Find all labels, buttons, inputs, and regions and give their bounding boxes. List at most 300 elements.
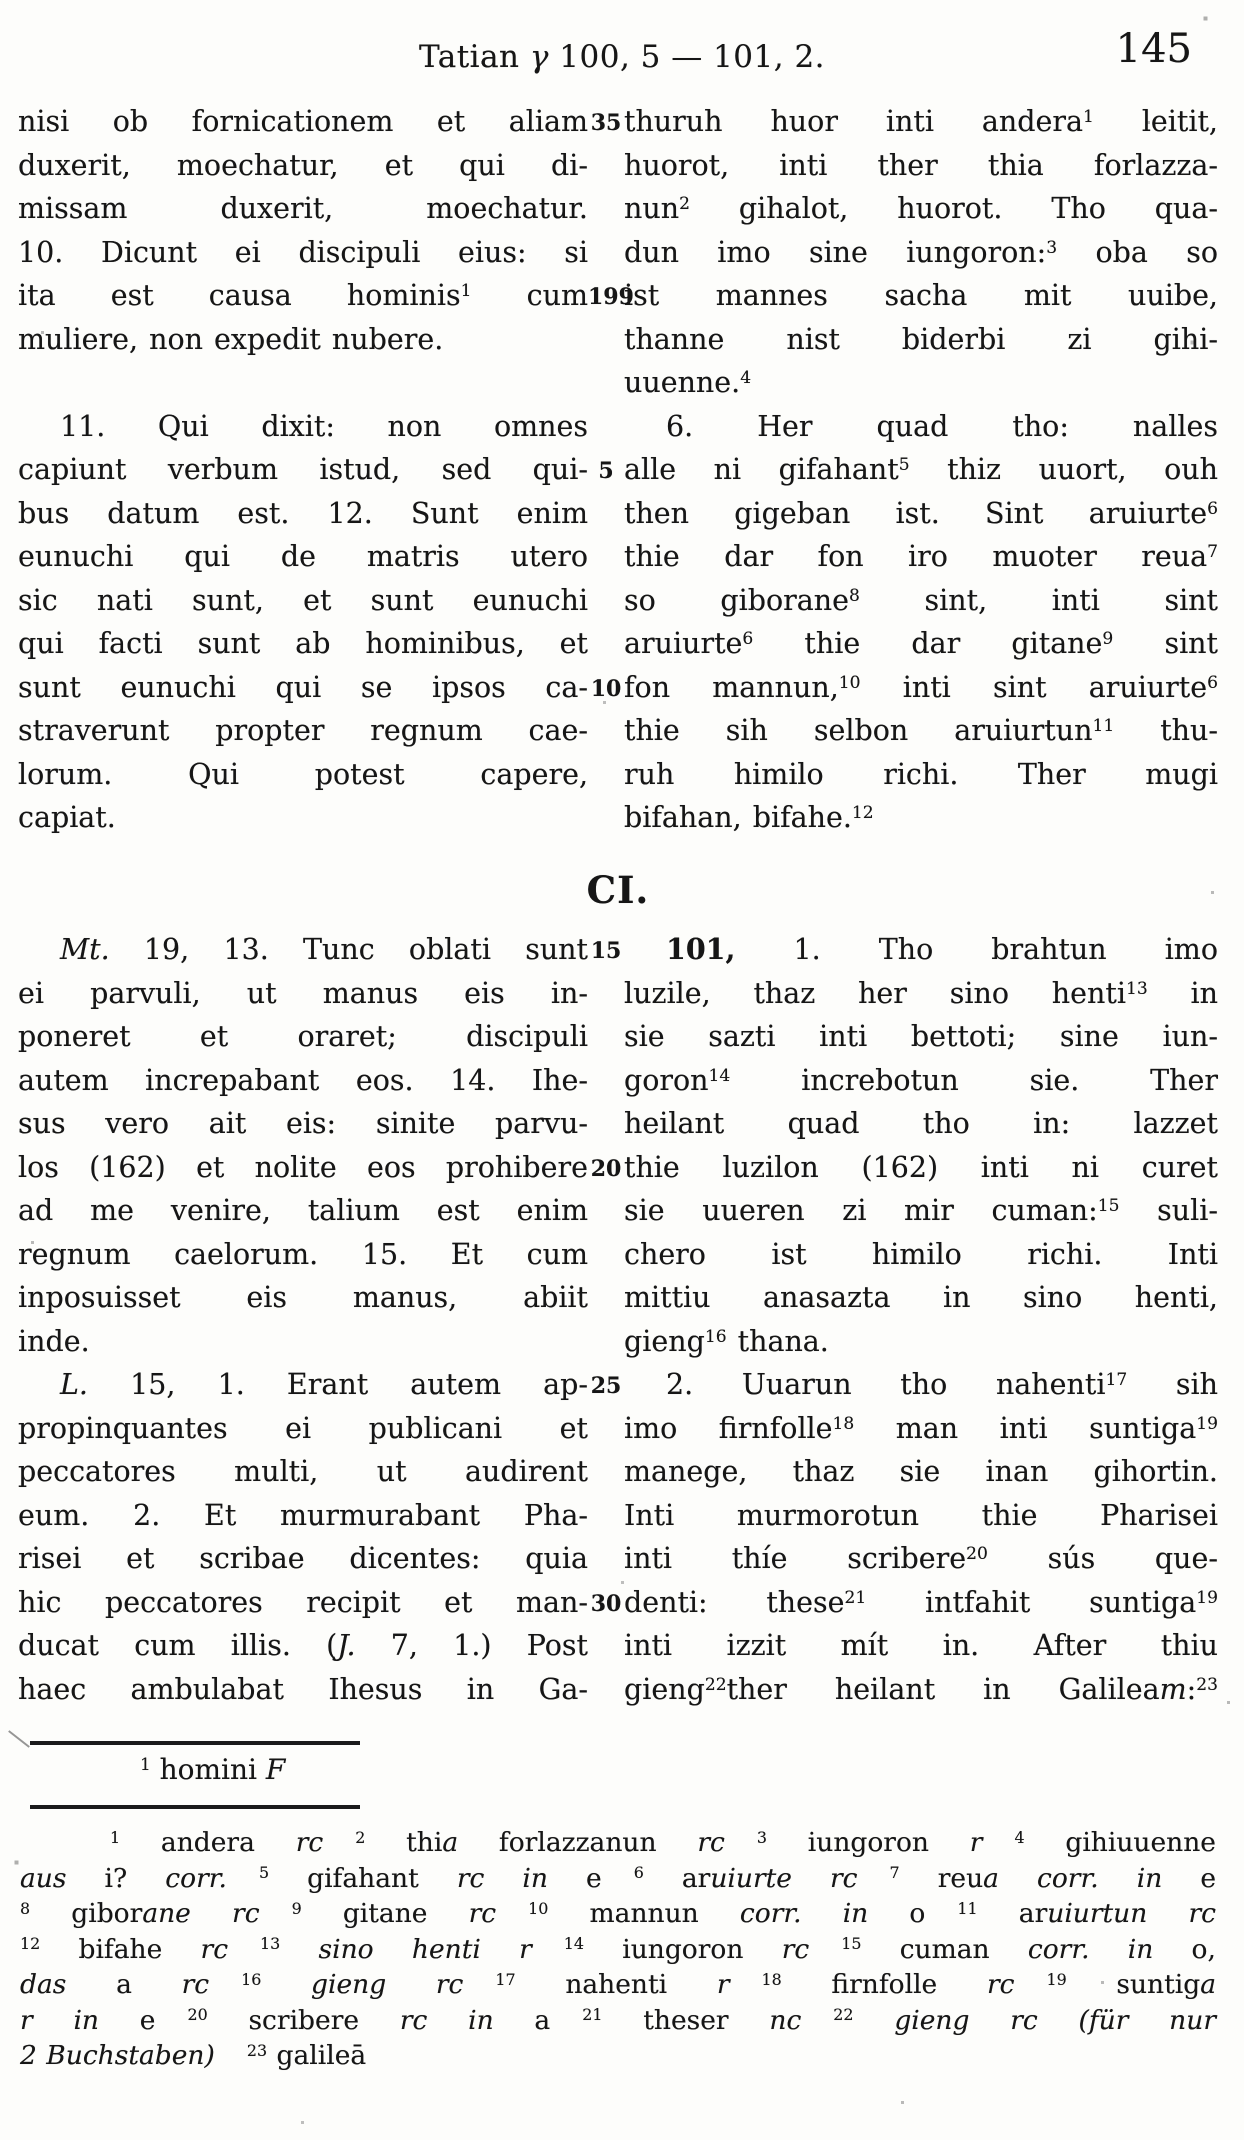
superscript-ref: 19: [1196, 1587, 1218, 1608]
superscript-ref: 3: [756, 1827, 767, 1847]
text-run: capiat.: [18, 801, 116, 834]
text-run: 1. Tho brahtun imo: [735, 933, 1218, 966]
text-run: straverunt propter regnum cae-: [18, 714, 588, 747]
text-run: Mt.: [60, 933, 110, 966]
german-line: [624, 928, 1218, 972]
superscript-ref: 9: [1102, 629, 1114, 650]
text-run: ducat cum illis. (: [18, 1629, 338, 1662]
text-run: ita est causa hominis: [18, 279, 461, 312]
latin-line: [18, 928, 588, 972]
superscript-ref: 12: [20, 1934, 41, 1954]
gutter-line-number: 199: [588, 284, 634, 310]
text-run: e: [1162, 1862, 1217, 1894]
latin-line: [18, 1146, 588, 1190]
german-line: [624, 1059, 1218, 1103]
text-run: poneret et oraret; discipuli: [18, 1020, 588, 1053]
text-run: rc in: [456, 1862, 548, 1894]
text-run: reu: [899, 1862, 984, 1894]
text-run: 6. Her quad tho: nalles: [666, 409, 1218, 443]
text-run: 100, 5 — 101, 2.: [548, 39, 826, 75]
apparatus-line: [20, 1967, 1216, 2003]
text-run: 10. Dicunt ei discipuli eius: si: [18, 235, 588, 269]
gutter-line-number: 20: [590, 1155, 622, 1182]
superscript-ref: 22: [833, 2005, 854, 2025]
text-run: Inti murmorotun thie Pharisei: [624, 1498, 1218, 1532]
superscript-ref: 2: [679, 194, 690, 215]
parallel-text-block: [0, 100, 1244, 1711]
superscript-ref: 8: [849, 585, 860, 606]
german-line: [624, 579, 1218, 623]
text-run: 101,: [666, 932, 736, 966]
text-run: gibor: [30, 1898, 143, 1929]
text-run: a: [493, 2004, 551, 2036]
text-run: thuruh huor inti andera: [624, 105, 1083, 138]
gutter-line-number: [588, 753, 624, 797]
latin-line: [18, 666, 588, 710]
text-run: [1147, 1898, 1188, 1929]
apparatus-line: [20, 1932, 1216, 1968]
superscript-ref: 3: [1046, 237, 1058, 258]
german-line: [624, 274, 1218, 318]
text-run: L.: [60, 1368, 88, 1401]
text-run: nc: [769, 2004, 802, 2036]
text-run: bus datum est. 12. Sunt enim: [18, 496, 588, 530]
text-run: 2 Buchstaben): [20, 2040, 215, 2071]
latin-line: [18, 274, 588, 318]
text-run: scribere: [207, 2004, 400, 2036]
superscript-ref: 5: [898, 455, 910, 476]
text-run: eunuchi qui de matris utero: [18, 540, 588, 573]
gutter-line-number: [588, 972, 624, 1016]
gutter-line-number: [588, 1320, 624, 1364]
latin-line: [18, 622, 588, 666]
gutter-line-number: [588, 492, 624, 536]
text-row: [18, 796, 1218, 840]
latin-line: [18, 361, 588, 405]
text-run: propinquantes ei publicani et: [18, 1411, 588, 1445]
gutter-line-number: [588, 1450, 624, 1494]
text-run: peccatores multi, ut audirent: [18, 1455, 588, 1488]
text-row: [18, 1537, 1218, 1581]
text-run: gitane: [301, 1898, 469, 1929]
latin-line: [18, 1450, 588, 1494]
latin-line: [18, 972, 588, 1016]
superscript-ref: 13: [1125, 978, 1148, 999]
latin-line: [18, 144, 588, 188]
text-run: ei parvuli, ut manus eis in-: [18, 976, 588, 1010]
superscript-ref: 5: [258, 1863, 270, 1883]
page-number: 145: [1115, 26, 1192, 72]
text-run: galileā: [267, 2040, 367, 2071]
footnote-rule-top: [30, 1741, 360, 1745]
german-line: [624, 100, 1218, 144]
latin-line: [18, 100, 588, 144]
superscript-ref: 23: [1196, 1674, 1218, 1695]
german-line: [624, 1494, 1218, 1538]
gutter-line-number: [588, 579, 624, 623]
latin-line: [18, 405, 588, 449]
text-row: [18, 405, 1218, 449]
text-run: a: [442, 1827, 459, 1858]
text-run: imo firnfolle: [624, 1411, 833, 1445]
text-run: corr.: [165, 1862, 227, 1894]
text-row: [18, 318, 1218, 362]
german-line: [624, 1189, 1218, 1233]
superscript-ref: 6: [633, 1863, 644, 1883]
latin-line: [18, 535, 588, 579]
text-run: [261, 1969, 311, 2000]
text-run: rc: [181, 1969, 210, 2000]
text-row: [18, 1189, 1218, 1233]
latin-line: [18, 1276, 588, 1320]
text-run: sús que-: [987, 1542, 1218, 1575]
superscript-ref: 7: [1207, 542, 1218, 563]
text-run: 19, 13. Tunc oblati sunt: [109, 933, 588, 966]
superscript-ref: 1: [1082, 107, 1094, 128]
text-run: hic peccatores recipit et man-: [18, 1585, 588, 1619]
text-run: corr. in: [1027, 1933, 1154, 1965]
text-run: uiurtun: [1047, 1898, 1148, 1929]
text-row: [18, 492, 1218, 536]
text-run: oba so: [1057, 235, 1218, 269]
latin-line: [18, 1537, 588, 1581]
superscript-ref: 19: [1196, 1413, 1218, 1434]
gutter-line-number: [588, 709, 624, 753]
gutter-line-number: 25: [590, 1373, 622, 1399]
text-run: a: [66, 1969, 182, 2000]
text-run: in: [1147, 976, 1219, 1010]
german-line: [624, 1276, 1218, 1320]
text-run: iungoron: [766, 1827, 970, 1858]
text-run: mannun: [548, 1898, 740, 1929]
text-run: qui facti sunt ab hominibus, et: [18, 627, 588, 660]
german-line: [624, 318, 1218, 362]
gutter-line-number: [588, 1233, 624, 1277]
text-run: sint: [1113, 627, 1218, 660]
text-run: aus: [20, 1862, 67, 1894]
latin-line: [18, 1407, 588, 1451]
latin-line: [18, 1581, 588, 1625]
german-line: [624, 1015, 1218, 1059]
superscript-ref: 11: [957, 1898, 978, 1918]
text-run: so giborane: [624, 583, 850, 617]
text-run: regnum caelorum. 15. Et cum: [18, 1237, 588, 1271]
text-run: sie sazti inti bettoti; sine iun-: [624, 1020, 1218, 1053]
text-run: duxerit, moechatur, et qui di-: [18, 148, 588, 182]
text-row: [18, 1581, 1218, 1625]
text-row: [18, 1407, 1218, 1451]
parallel-text-part1: [18, 100, 1218, 840]
text-run: bifahe: [40, 1933, 201, 1965]
text-run: rc: [1188, 1898, 1216, 1929]
text-run: [792, 1863, 830, 1894]
text-run: gihiuuenne: [1024, 1827, 1216, 1858]
german-line: [624, 1581, 1218, 1625]
superscript-ref: 1: [460, 281, 472, 302]
text-run: haec ambulabat Ihesus in Ga-: [18, 1672, 588, 1706]
gutter-line-number: 30: [590, 1590, 622, 1617]
text-run: rc: [781, 1933, 810, 1965]
superscript-ref: 12: [851, 803, 874, 824]
german-line: [624, 361, 1218, 405]
text-run: nahenti: [515, 1969, 717, 2000]
superscript-ref: 17: [495, 1969, 516, 1989]
text-run: inde.: [18, 1324, 90, 1358]
german-line: [624, 144, 1218, 188]
text-run: huorot, inti ther thia forlazza-: [624, 148, 1218, 182]
text-run: sic nati sunt, et sunt eunuchi: [18, 583, 588, 617]
gutter-line-number: 10: [590, 675, 622, 702]
text-run: inti thíe scribere: [624, 1542, 967, 1575]
text-row: [18, 144, 1218, 188]
latin-line: [18, 579, 588, 623]
latin-line: [18, 231, 588, 275]
gutter-line-number: [588, 144, 624, 188]
latin-line: [18, 1102, 588, 1146]
text-run: ane: [142, 1898, 191, 1929]
latin-line: [18, 1189, 588, 1233]
superscript-ref: 18: [761, 1969, 782, 1989]
text-row: [18, 187, 1218, 231]
text-run: thanne nist biderbi zi gihi-: [624, 322, 1218, 356]
text-row: [18, 1494, 1218, 1538]
running-header: [0, 0, 1244, 100]
superscript-ref: 11: [1092, 716, 1115, 737]
text-run: rc: [830, 1862, 858, 1894]
text-run: thie luzilon (162) inti ni curet: [624, 1150, 1218, 1184]
german-line: [624, 187, 1218, 231]
text-run: sus vero ait eis: sinite parvu-: [18, 1107, 588, 1140]
text-run: [280, 1934, 318, 1965]
text-run: γ: [529, 39, 549, 75]
text-run: ad me venire, talium est enim: [18, 1194, 588, 1227]
gutter-line-number: [588, 796, 624, 840]
text-row: [18, 1233, 1218, 1277]
gutter-line-number: [588, 622, 624, 666]
superscript-ref: 7: [889, 1863, 900, 1883]
german-line: [624, 492, 1218, 536]
footnote-rule-bottom: [30, 1805, 360, 1809]
text-run: gieng: [624, 1324, 705, 1358]
apparatus-line: [20, 2038, 1216, 2074]
text-run: corr. in: [739, 1898, 869, 1929]
text-run: 11. Qui dixit: non omnes: [60, 409, 588, 443]
text-run: r: [519, 1933, 532, 1965]
text-run: [854, 2005, 895, 2036]
german-line: [624, 1320, 1218, 1364]
superscript-ref: 6: [1207, 672, 1218, 693]
text-run: m: [1159, 1672, 1187, 1706]
text-run: lorum. Qui potest capere,: [18, 757, 588, 791]
superscript-ref: 9: [291, 1898, 302, 1918]
text-row: [18, 1276, 1218, 1320]
text-row: [18, 579, 1218, 623]
text-run: gihalot, huorot. Tho qua-: [689, 192, 1218, 225]
superscript-ref: 21: [844, 1587, 867, 1608]
text-run: forlazzanun: [458, 1827, 698, 1858]
text-row: [18, 1320, 1218, 1364]
german-line: [624, 1146, 1218, 1190]
critical-apparatus: [0, 1825, 1244, 2074]
text-run: e: [547, 1862, 602, 1894]
text-run: increbotun sie. Ther: [730, 1063, 1218, 1097]
text-run: thie sih selbon aruiurtun: [624, 714, 1093, 747]
gutter-line-number: [588, 1624, 624, 1668]
parallel-text-part2: [18, 928, 1218, 1711]
text-row: [18, 535, 1218, 579]
text-run: J.: [337, 1629, 356, 1662]
german-line: [624, 666, 1218, 710]
superscript-ref: 6: [1207, 498, 1218, 519]
gutter-line-number: [588, 1407, 624, 1451]
superscript-ref: 2: [355, 1827, 366, 1847]
section-heading: CI.: [586, 867, 650, 912]
text-run: goron: [624, 1063, 709, 1097]
text-row: [18, 448, 1218, 492]
text-run: sint, inti sint: [859, 583, 1218, 617]
text-run: a: [983, 1862, 999, 1894]
text-run: capiunt verbum istud, sed qui-: [18, 453, 588, 486]
text-run: andera: [120, 1827, 296, 1858]
apparatus-line: [20, 1861, 1216, 1897]
superscript-ref: 18: [832, 1413, 855, 1434]
text-run: theser: [602, 2004, 770, 2036]
text-row: [18, 709, 1218, 753]
text-run: inti izzit mít in. After thiu: [624, 1629, 1218, 1662]
superscript-ref: 1: [140, 1754, 151, 1775]
text-run: dun imo sine iungoron:: [624, 235, 1047, 269]
gutter-line-number: [588, 318, 624, 362]
text-row: [18, 753, 1218, 797]
text-run: :: [1186, 1672, 1197, 1706]
latin-line: [18, 448, 588, 492]
text-run: rc: [986, 1969, 1015, 2000]
text-run: gifahant: [269, 1862, 457, 1894]
text-row: [18, 1102, 1218, 1146]
german-line: [624, 1624, 1218, 1668]
text-run: denti: these: [624, 1585, 845, 1619]
text-run: gieng: [311, 1969, 387, 2000]
text-run: sino henti: [318, 1933, 481, 1965]
text-run: ther heilant in Galilea: [726, 1672, 1160, 1706]
german-line: [624, 796, 1218, 840]
gutter-line-number: [588, 1668, 624, 1712]
superscript-ref: 10: [838, 672, 861, 693]
latin-line: [18, 1668, 588, 1712]
text-run: intfahit suntiga: [866, 1585, 1197, 1619]
text-run: o: [868, 1898, 926, 1929]
text-run: thie dar gitane: [753, 627, 1103, 660]
german-line: [624, 1363, 1218, 1407]
running-header-title: [0, 40, 1244, 74]
latin-line: [18, 318, 588, 362]
superscript-ref: 23: [246, 2040, 268, 2060]
superscript-ref: 16: [704, 1326, 727, 1347]
text-row: [18, 972, 1218, 1016]
text-run: uiurte: [710, 1862, 792, 1894]
text-run: 15, 1. Erant autem ap-: [88, 1368, 588, 1401]
german-line: [624, 1668, 1218, 1712]
text-run: rc (für nur: [1010, 2004, 1216, 2036]
german-line: [624, 1537, 1218, 1581]
latin-line: [18, 753, 588, 797]
text-run: das: [20, 1969, 67, 2000]
text-run: rc: [200, 1933, 229, 1965]
german-line: [624, 231, 1218, 275]
text-row: [18, 928, 1218, 972]
text-run: 2. Uuarun tho nahenti: [666, 1368, 1106, 1401]
text-run: alle ni gifahant: [624, 453, 899, 486]
superscript-ref: 14: [708, 1065, 731, 1086]
text-row: [18, 1059, 1218, 1103]
text-run: 7, 1.) Post: [355, 1629, 588, 1662]
latin-line: [18, 1624, 588, 1668]
gutter-line-number: [588, 405, 624, 449]
text-run: fon mannun,: [624, 670, 839, 704]
primary-footnote: [0, 1751, 1244, 1789]
gutter-line-number: [588, 231, 624, 275]
superscript-ref: 20: [966, 1544, 988, 1565]
gutter-line-number: 15: [590, 938, 622, 964]
latin-line: [18, 796, 588, 840]
superscript-ref: 17: [1105, 1370, 1128, 1391]
gutter-line-number: [588, 1494, 624, 1538]
latin-line: [18, 1320, 588, 1364]
text-run: thana.: [726, 1324, 829, 1358]
latin-line: [18, 709, 588, 753]
text-run: rc: [232, 1898, 260, 1929]
superscript-ref: 15: [1097, 1196, 1120, 1217]
text-run: rc in: [399, 2004, 494, 2036]
text-run: thu-: [1114, 714, 1219, 747]
german-line: [624, 448, 1218, 492]
text-run: firnfolle: [781, 1969, 987, 2000]
superscript-ref: 4: [740, 368, 752, 389]
german-line: [624, 1450, 1218, 1494]
text-row: [18, 1015, 1218, 1059]
text-run: aruiurte: [624, 627, 743, 660]
text-row: [18, 622, 1218, 666]
text-run: manege, thaz sie inan gihortin.: [624, 1455, 1218, 1488]
text-run: uuenne.: [624, 366, 741, 399]
superscript-ref: 14: [563, 1934, 584, 1954]
text-run: ar: [643, 1862, 711, 1894]
text-run: sie uueren zi mir cuman:: [624, 1194, 1098, 1227]
text-run: thie dar fon iro muoter reua: [624, 540, 1208, 573]
text-run: chero ist himilo richi. Inti: [624, 1237, 1218, 1271]
scan-scratch: [8, 1730, 30, 1748]
german-line: [624, 1407, 1218, 1451]
text-row: [18, 1450, 1218, 1494]
gutter-line-number: [588, 187, 624, 231]
text-run: heilant quad tho in: lazzet: [624, 1107, 1218, 1140]
text-row: [18, 1363, 1218, 1407]
text-run: eum. 2. Et murmurabant Pha-: [18, 1498, 588, 1532]
apparatus-line: [20, 1825, 1216, 1861]
text-run: man inti suntiga: [854, 1411, 1197, 1445]
latin-line: [18, 1233, 588, 1277]
apparatus-line: [20, 2003, 1216, 2039]
superscript-ref: 13: [260, 1934, 281, 1954]
text-run: autem increpabant eos. 14. Ihe-: [18, 1063, 588, 1097]
text-run: suntig: [1066, 1969, 1201, 2000]
german-line: [624, 535, 1218, 579]
gutter-line-number: [588, 1537, 624, 1581]
gutter-line-number: [588, 1102, 624, 1146]
text-run: cum: [471, 279, 589, 312]
german-line: [624, 709, 1218, 753]
text-run: e: [98, 2004, 156, 2036]
